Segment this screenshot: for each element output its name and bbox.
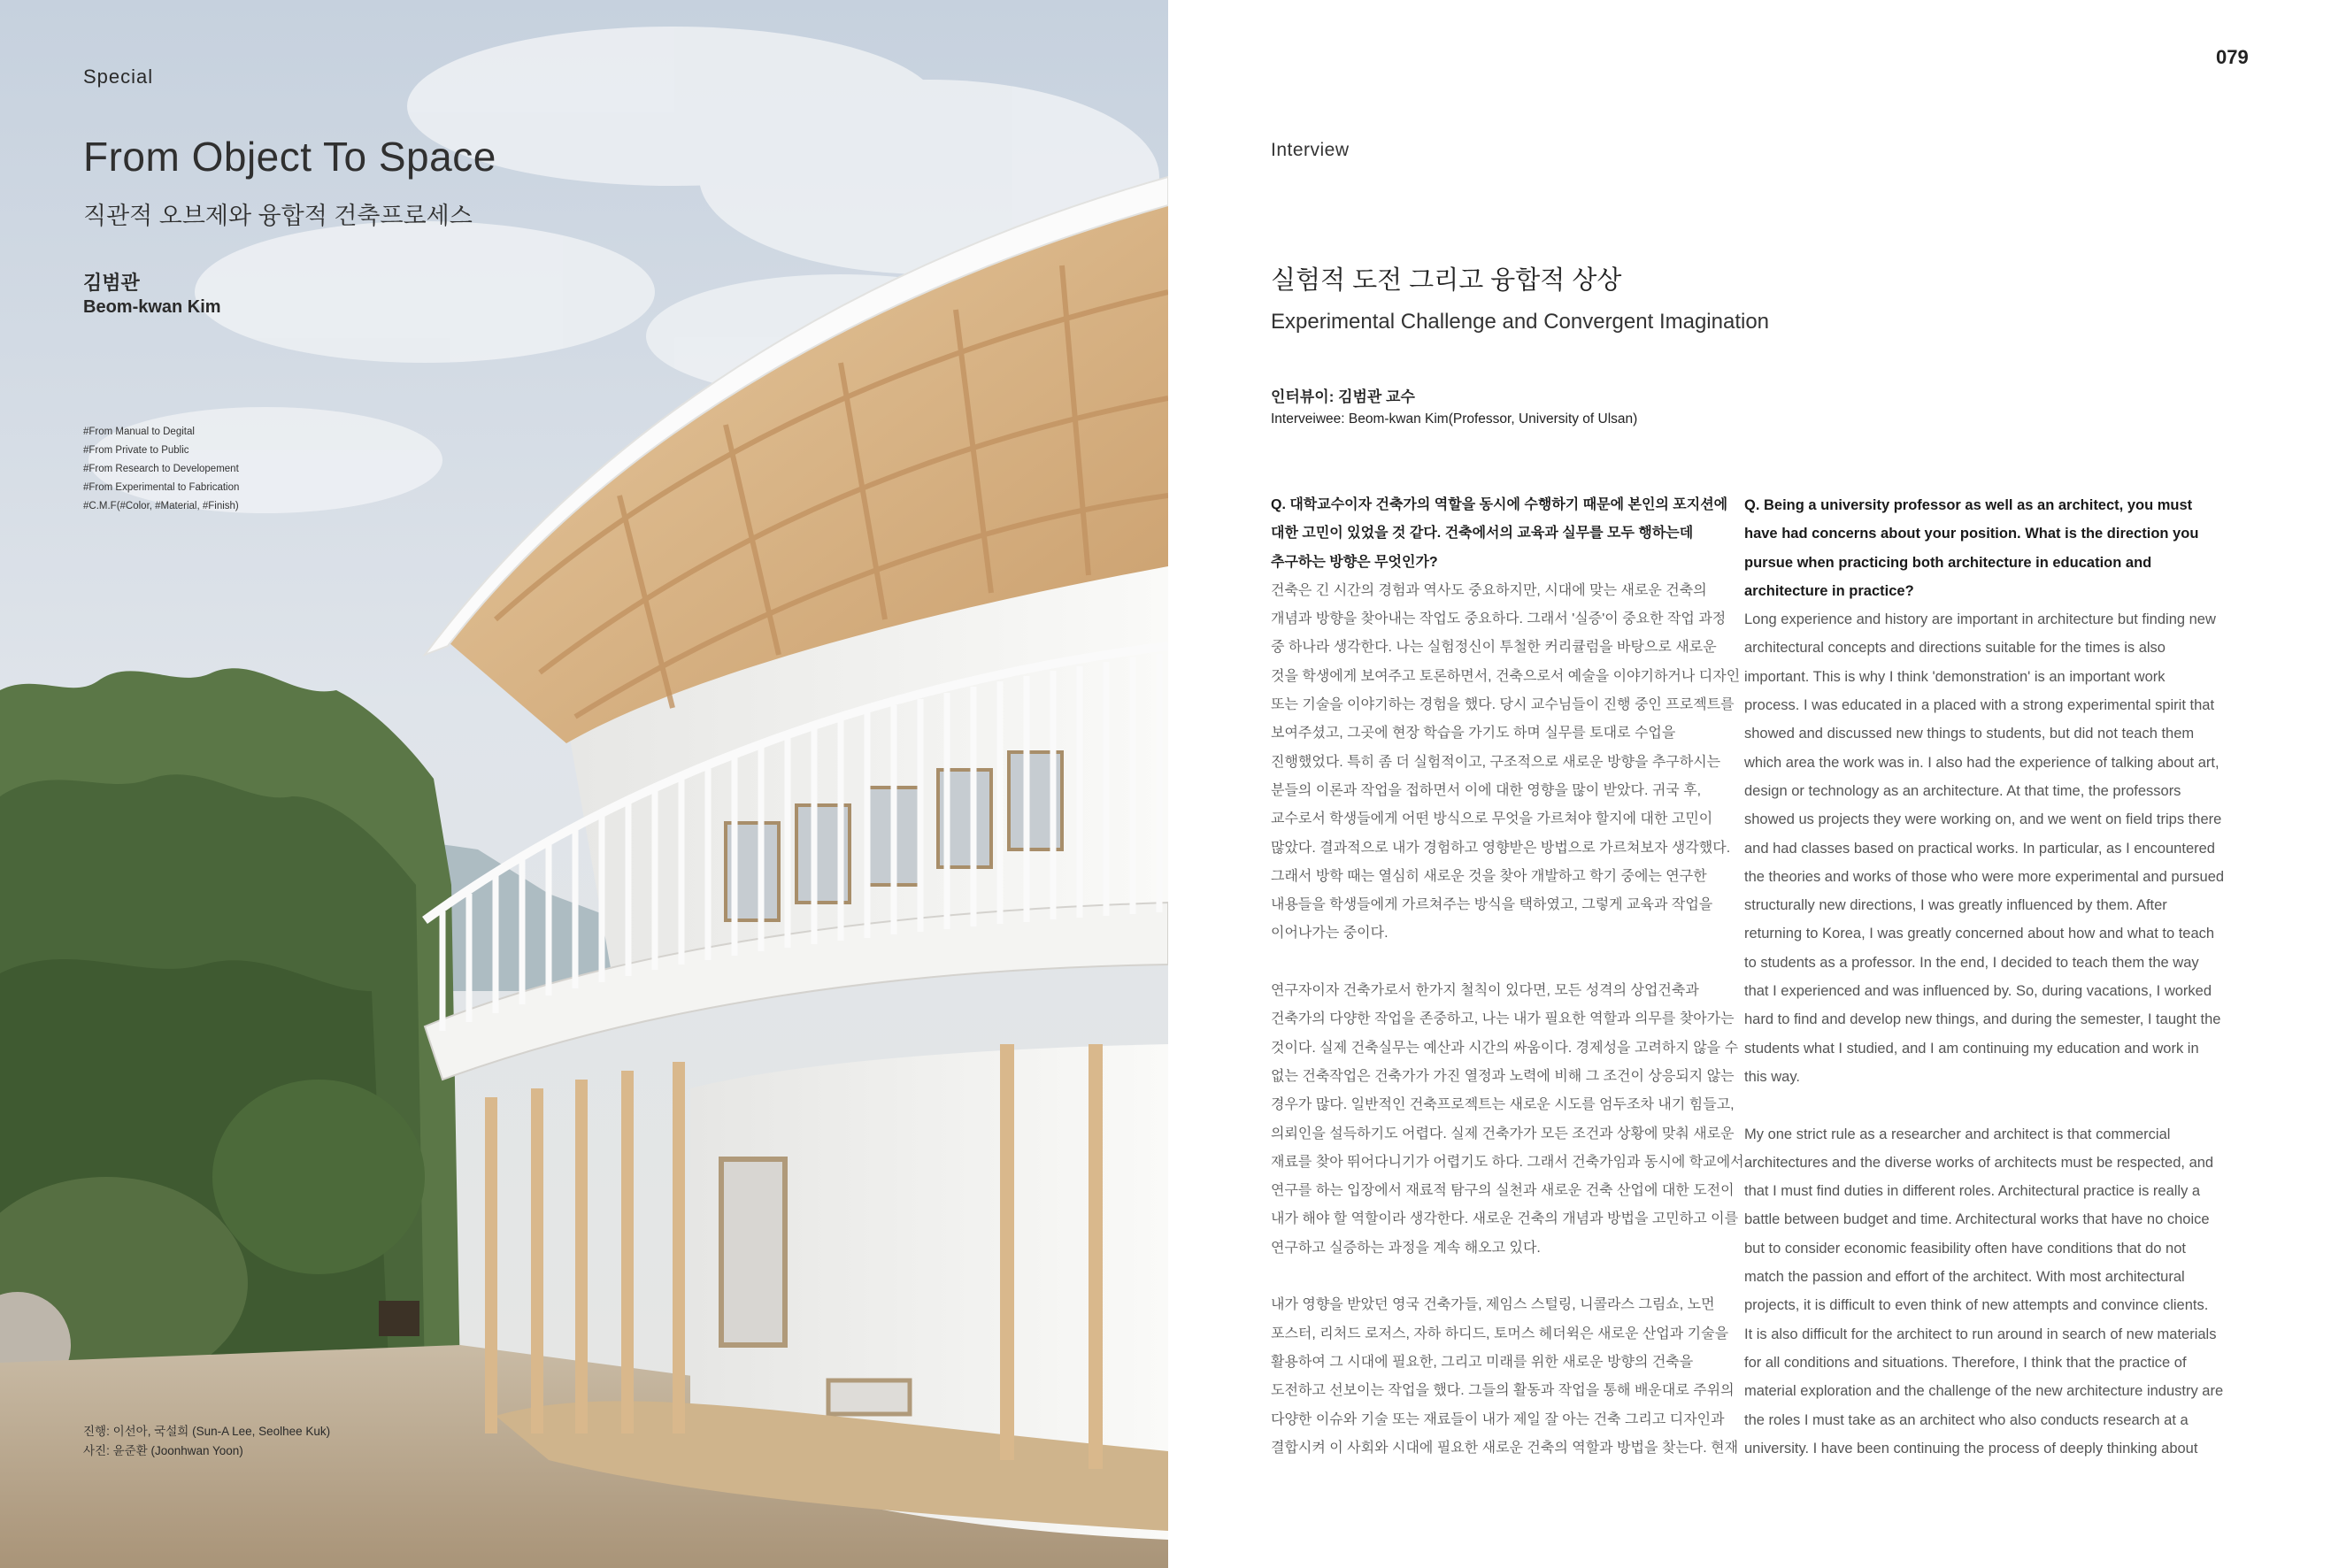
- trees: [0, 668, 460, 1389]
- answer-line: 다양한 이슈와 기술 또는 재료들이 내가 제일 잘 아는 건축 그리고 디자인과: [1271, 1411, 1725, 1427]
- section-label: Special: [83, 65, 154, 88]
- author-name-korean: 김범관: [83, 272, 140, 294]
- answer-line: the roles I must take as an architect who also conducts research at a: [1744, 1411, 2189, 1428]
- answer-line: 결합시켜 이 사회와 시대에 필요한 새로운 건축의 역할과 방법을 찾는다. 현재: [1271, 1440, 1739, 1456]
- answer-line: showed and discussed new things to students, but did not teach them: [1744, 726, 2195, 742]
- answer-line: and had classes based on practical works. In particular, as I encountered: [1744, 840, 2215, 857]
- hashtag: #From Manual to Degital: [83, 427, 195, 437]
- question-line: Q. Being a university professor as well as an architect, you must: [1744, 497, 2193, 513]
- paragraph-gap: [1271, 949, 1731, 977]
- answer-line: battle between budget and time. Architectural works that have no choice: [1744, 1211, 2210, 1228]
- paragraph-gap: [1271, 1263, 1731, 1291]
- small-hut: [379, 1301, 419, 1336]
- answer-line: showed us projects they were working on, and we went on field trips there: [1744, 811, 2222, 828]
- article-title-english: Experimental Challenge and Convergent Imagination: [1271, 310, 1770, 334]
- answer-line: 재료를 찾아 뛰어다니기가 어렵기도 하다. 그래서 건축가임과 동시에 학교에서: [1271, 1154, 1744, 1170]
- question-line: have had concerns about your position. What is the direction you: [1744, 526, 2199, 542]
- answer-line: 내가 영향을 받았던 영국 건축가들, 제임스 스털링, 니콜라스 그림쇼, 노먼: [1271, 1297, 1715, 1313]
- answer-line: 진행했었다. 특히 좀 더 실험적이고, 구조적으로 새로운 방향을 추구하시는: [1271, 754, 1721, 770]
- answer-line: 건축은 긴 시간의 경험과 역사도 중요하지만, 시대에 맞는 새로운 건축의: [1271, 582, 1707, 598]
- answer-line: university. I have been continuing the process of deeply thinking about: [1744, 1440, 2198, 1457]
- answer-line: 도전하고 선보이는 작업을 했다. 그들의 활동과 작업을 통해 배운대로 주위의: [1271, 1383, 1735, 1399]
- answer-line: 그래서 방학 때는 열심히 새로운 것을 찾아 개발하고 학기 중에는 연구한: [1271, 868, 1707, 884]
- article-title-korean: 실험적 도전 그리고 융합적 상상: [1271, 266, 1622, 295]
- answer-line: material exploration and the challenge of the new architecture industry are: [1744, 1383, 2224, 1400]
- answer-line: architectures and the diverse works of architects must be respected, and: [1744, 1154, 2214, 1171]
- question-line: 추구하는 방향은 무엇인가?: [1271, 554, 1438, 570]
- feature-title: From Object To Space: [83, 134, 496, 180]
- answer-line: important. This is why I think 'demonstration' is an important work: [1744, 668, 2166, 685]
- hashtag-list: [83, 423, 239, 516]
- answer-line: that I experienced and was influenced by. So, during vacations, I worked: [1744, 983, 2212, 1000]
- paragraph-gap: [1744, 1091, 2258, 1119]
- answer-line: structurally new directions, I was greatly influenced by them. After: [1744, 897, 2167, 914]
- answer-line: 많았다. 결과적으로 내가 경험하고 영향받은 방법으로 가르쳐보자 생각했다.: [1271, 840, 1731, 856]
- answer-line: 경우가 많다. 일반적인 건축프로젝트는 새로운 시도를 엄두조차 내기 힘들고,: [1271, 1097, 1735, 1113]
- answer-line: Long experience and history are important in architecture but finding new: [1744, 611, 2216, 628]
- answer-line: 개념과 방향을 찾아내는 작업도 중요하다. 그래서 '실증'이 중요한 작업 과정: [1271, 611, 1727, 627]
- answer-line: returning to Korea, I was greatly concerned about how and what to teach: [1744, 926, 2215, 942]
- hashtag: #C.M.F(#Color, #Material, #Finish): [83, 501, 239, 511]
- feature-subtitle: 직관적 오브제와 융합적 건축프로세스: [83, 203, 473, 229]
- answer-line: 포스터, 리처드 로저스, 자하 하디드, 토머스 헤더윅은 새로운 산업과 기술을: [1271, 1326, 1729, 1341]
- answer-line: architectural concepts and directions suitable for the times is also: [1744, 640, 2166, 657]
- answer-line: for all conditions and situations. Therefore, I think that the practice of: [1744, 1354, 2187, 1371]
- answer-line: that I must find duties in different roles. Architectural practice is really a: [1744, 1183, 2201, 1200]
- answer-line: the theories and works of those who were more experimental and pursued: [1744, 868, 2225, 885]
- answer-line: projects, it is difficult to even think of new attempts and convince clients.: [1744, 1297, 2209, 1314]
- answer-line: 이어나가는 중이다.: [1271, 926, 1389, 942]
- answer-line: 없는 건축작업은 건축가가 가진 열정과 노력에 비해 그 조건이 상응되지 않는: [1271, 1068, 1735, 1084]
- question-line: 대한 고민이 있었을 것 같다. 건축에서의 교육과 실무를 모두 행하는데: [1271, 526, 1694, 542]
- answer-line: 내가 해야 할 역할이라 생각한다. 새로운 건축의 개념과 방법을 고민하고 이를: [1271, 1211, 1739, 1227]
- credit-line: 사진: 윤준환 (Joonhwan Yoon): [83, 1444, 243, 1457]
- answer-line: design or technology as an architecture. At that time, the professors: [1744, 782, 2181, 799]
- answer-line: 교수로서 학생들에게 어떤 방식으로 무엇을 가르쳐야 할지에 대한 고민이: [1271, 811, 1713, 827]
- author-name-english: Beom-kwan Kim: [83, 297, 221, 317]
- answer-line: It is also difficult for the architect to run around in search of new materials: [1744, 1326, 2217, 1342]
- credit-line: 진행: 이선아, 국설희 (Sun-A Lee, Seolhee Kuk): [83, 1425, 331, 1438]
- answer-line: 보여주셨고, 그곳에 현장 학습을 가기도 하며 실무를 토대로 수업을: [1271, 726, 1676, 742]
- answer-line: hard to find and develop new things, and during the semester, I taught the: [1744, 1011, 2221, 1028]
- english-text-column: [1744, 491, 2258, 1463]
- korean-text-column: [1271, 491, 1744, 1463]
- answer-line: students what I studied, and I am continuing my education and work in: [1744, 1040, 2199, 1057]
- question-line: Q. 대학교수이자 건축가의 역할을 동시에 수행하기 때문에 본인의 포지션에: [1271, 497, 1728, 512]
- right-page: [1168, 0, 2331, 1568]
- vent-window: [828, 1380, 910, 1414]
- answer-line: 의뢰인을 설득하기도 어렵다. 실제 건축가가 모든 조건과 상황에 맞춰 새로운: [1271, 1126, 1735, 1141]
- answer-line: 분들의 이론과 작업을 접하면서 이에 대한 영향을 많이 받았다. 귀국 후,: [1271, 782, 1702, 798]
- interviewee-korean: 인터뷰이: 김범관 교수: [1271, 388, 1415, 405]
- answer-line: 연구하고 실증하는 과정을 계속 해오고 있다.: [1271, 1240, 1541, 1256]
- interviewee-english: Interveiwee: Beom-kwan Kim(Professor, University of Ulsan): [1271, 411, 1638, 427]
- hashtag: #From Research to Developement: [83, 464, 239, 474]
- answer-line: 또는 기술을 이야기하는 경험을 했다. 당시 교수님들이 진행 중인 프로젝트를: [1271, 697, 1735, 713]
- answer-line: 것을 학생에게 보여주고 토론하면서, 건축으로서 예술을 이야기하거나 디자인: [1271, 668, 1741, 684]
- answer-line: 연구자이자 건축가로서 한가지 철칙이 있다면, 모든 성격의 상업건축과: [1271, 983, 1699, 999]
- photo-credits: [83, 1422, 330, 1461]
- answer-line: 중 하나라 생각한다. 나는 실험정신이 투철한 커리큘럼을 바탕으로 새로운: [1271, 640, 1717, 656]
- answer-line: match the passion and effort of the architect. With most architectural: [1744, 1269, 2185, 1286]
- hashtag: #From Experimental to Fabrication: [83, 482, 240, 493]
- answer-line: process. I was educated in a placed with a strong experimental spirit that: [1744, 697, 2215, 714]
- answer-line: 활용하여 그 시대에 필요한, 그리고 미래를 위한 새로운 방향의 건축을: [1271, 1354, 1694, 1370]
- answer-line: 연구를 하는 입장에서 재료적 탐구의 실천과 새로운 건축 산업에 대한 도전이: [1271, 1183, 1735, 1199]
- question-line: pursue when practicing both architecture in education and: [1744, 554, 2152, 571]
- answer-line: 것이다. 실제 건축실무는 예산과 시간의 싸움이다. 경제성을 고려하지 않을 수: [1271, 1040, 1739, 1056]
- answer-line: My one strict rule as a researcher and architect is that commercial: [1744, 1126, 2171, 1142]
- answer-line: 건축가의 다양한 작업을 존중하고, 나는 내가 필요한 역할과 의무를 찾아가는: [1271, 1011, 1735, 1027]
- door: [721, 1159, 785, 1345]
- question-line: architecture in practice?: [1744, 582, 1914, 599]
- answer-line: but to consider economic feasibility often have conditions that do not: [1744, 1240, 2186, 1257]
- answer-line: to students as a professor. In the end, I decided to teach them the way: [1744, 954, 2199, 971]
- answer-line: which area the work was in. I also had the experience of talking about art,: [1744, 754, 2219, 771]
- answer-line: this way.: [1744, 1068, 1800, 1085]
- hashtag: #From Private to Public: [83, 445, 189, 456]
- page-number: 079: [2216, 46, 2249, 68]
- answer-line: 내용들을 학생들에게 가르쳐주는 방식을 택하였고, 그렇게 교육과 작업을: [1271, 897, 1713, 913]
- section-label-interview: Interview: [1271, 140, 1350, 160]
